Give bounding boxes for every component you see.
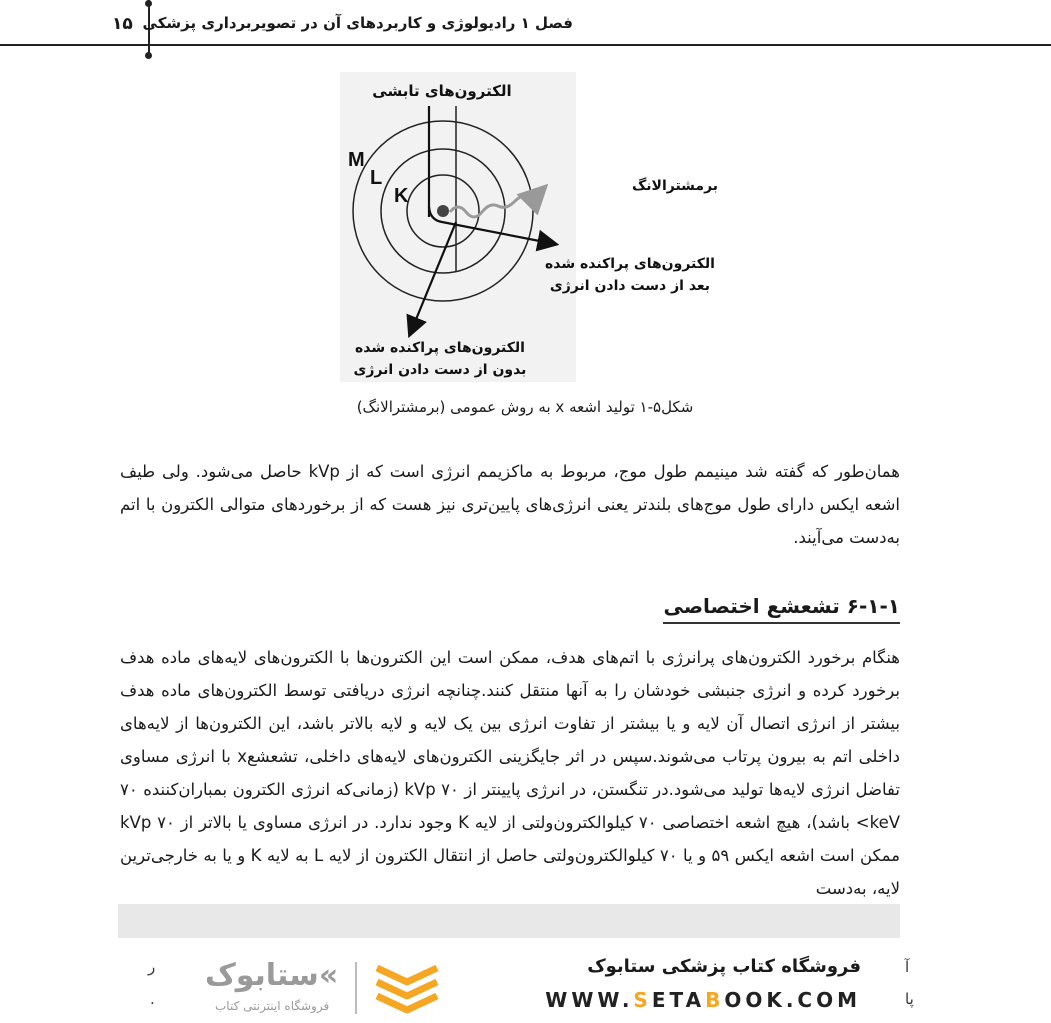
label-scattered-noloss-1: الکترون‌های پراکنده شده: [355, 340, 525, 356]
header-dot-top: [145, 0, 152, 7]
header-rule: [0, 44, 1051, 46]
paragraph-1: همان‌طور که گفته شد مینیمم طول موج، مربوط به ماکزیمم انرژی است که از kVp حاصل می‌شود. ولی طیف اشعه ایکس دارای طول موج‌های بلندتر یعنی انرژی‌های پایین‌تری نیز هست که از برخوردهای متوالی الکترون با اتم به‌دست می‌آیند.: [120, 462, 900, 547]
chapter-title: فصل ۱ رادیولوژی و کاربردهای آن در تصویربرداری پزشکی: [142, 14, 573, 32]
figure-caption: شکل۵-۱ تولید اشعه x به روش عمومی (برمشترالانگ): [356, 398, 694, 416]
edge-fragment-ra: ر: [148, 958, 156, 976]
url-accent-1: S: [633, 988, 652, 1012]
shell-m-label: M: [348, 149, 365, 171]
bremsstrahlung-diagram: [330, 72, 730, 392]
url-part-3: OOK.COM: [724, 988, 861, 1012]
label-scattered-noloss-2: بدون از دست دادن انرژی: [353, 362, 527, 378]
store-url[interactable]: [545, 988, 861, 1012]
label-incident-electrons: الکترون‌های تابشی: [372, 82, 512, 100]
section-heading: ۶-۱-۱ تشعشع اختصاصی: [663, 594, 900, 624]
label-bremsstrahlung: برمشترالانگ: [631, 178, 719, 194]
store-name: فروشگاه کتاب پزشکی ستابوک: [587, 956, 861, 977]
edge-fragment-dot: .: [150, 990, 155, 1008]
page-number: ۱۵: [112, 14, 133, 34]
shell-k-label: K: [394, 185, 409, 207]
label-scattered-loss-2: بعد از دست دادن انرژی: [549, 278, 711, 294]
header-dot-bottom: [145, 52, 152, 59]
edge-fragment-pa: پا: [905, 990, 914, 1008]
book-logo-icon: [372, 960, 442, 1015]
logo-divider: [355, 962, 357, 1014]
edge-fragment-a: آ: [905, 958, 910, 976]
bremsstrahlung-wave: [450, 188, 544, 217]
logo-subtitle: فروشگاه اینترنتی کتاب: [215, 999, 330, 1013]
url-part-2: ETA: [651, 988, 706, 1012]
nucleus: [437, 205, 449, 217]
url-part-1: WWW.: [545, 988, 634, 1012]
logo-wordmark: ستابوک«: [205, 958, 339, 993]
shell-l-label: L: [370, 167, 383, 189]
paragraph-2: هنگام برخورد الکترون‌های پرانرژی با اتم‌های هدف، ممکن است این الکترون‌ها با الکترون‌های لایه‌های ماده هدف برخورد کرده و انرژی جنبشی خودشان را به آنها منتقل کنند.چنانچه انرژی دریافتی توسط الکترون‌های ماده هدف بیشتر از انرژی اتصال آن لایه و یا بیشتر از تفاوت انرژی بین یک لایه و لایه بالاتر باشد، این الکترون‌ها از لایه‌های داخلی اتم به بیرون پرتاب می‌شوند.سپس در اثر جایگزینی الکترون‌های لایه‌های داخلی، تشعشعx با انرژی مساوی تفاضل انرژی لایه‌ها تولید می‌شود.در تنگستن، در انرژی پایینتر از ۷۰ kVp (زمانی‌که انرژی الکترون بمباران‌کننده ۷۰ keV> باشد)، هیچ اشعه اختصاصی ۷۰ کیلوالکترون‌ولتی از لایه K وجود ندارد. در انرژی مساوی یا بالاتر از ۷۰ kVp ممکن است اشعه ایکس ۵۹ و یا ۷۰ کیلوالکترون‌ولتی حاصل از انتقال الکترون از لایه L به لایه K و یا به خارجی‌ترین لایه، به‌دست: [120, 648, 901, 898]
highlight-band: [118, 904, 900, 938]
label-scattered-loss-1: الکترون‌های پراکنده شده: [545, 256, 715, 272]
url-accent-2: B: [705, 988, 725, 1012]
scattered-noloss-path: [410, 222, 456, 334]
